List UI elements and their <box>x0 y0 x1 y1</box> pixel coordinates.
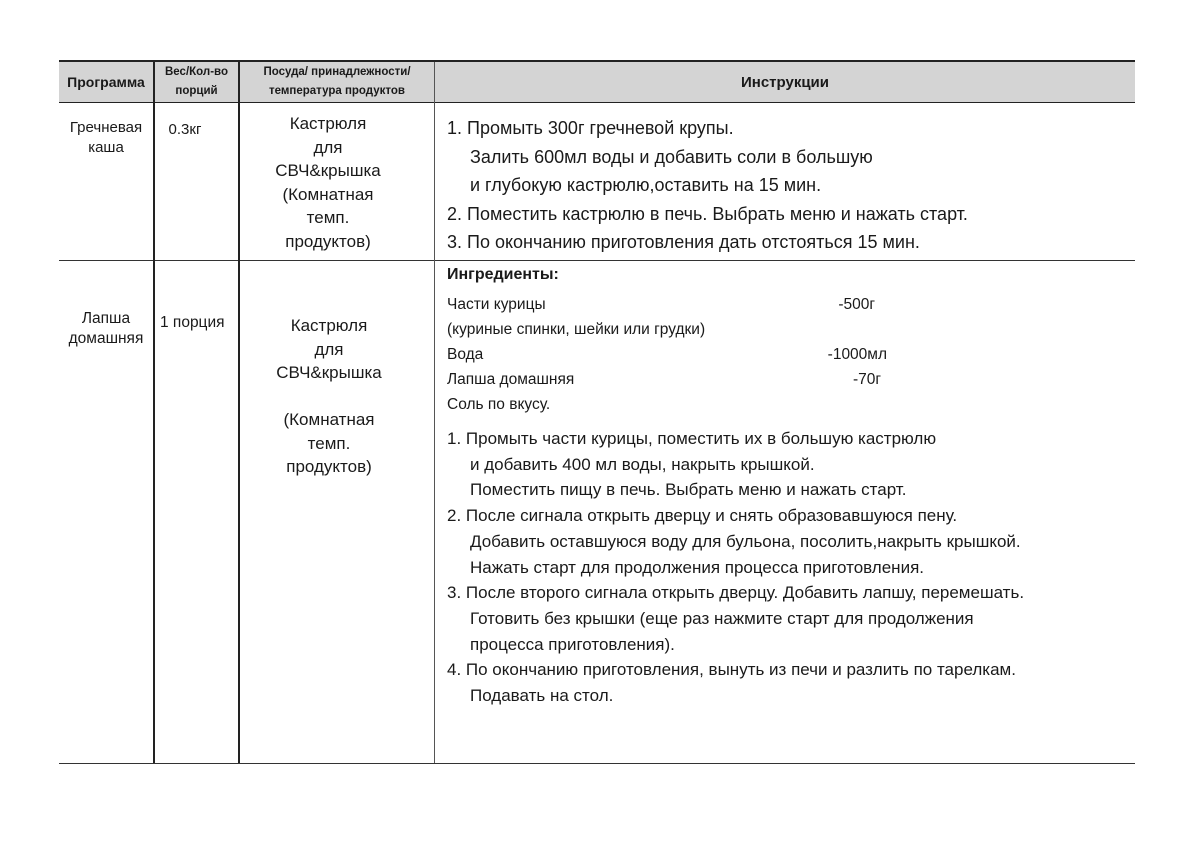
row1-dishware-line: продуктов) <box>285 231 371 251</box>
row2-program-line: домашняя <box>68 330 144 347</box>
ingredient-name: Вода <box>447 346 484 363</box>
header-program <box>59 62 153 102</box>
instruction-line: Нажать старт для продолжения процесса приготовления. <box>470 557 924 577</box>
header-dishware-line-2: температура продуктов <box>269 85 405 97</box>
row1-dishware-line: темп. <box>306 208 350 227</box>
row2-dishware-line: Кастрюля <box>290 316 368 335</box>
column-divider-3 <box>434 62 435 763</box>
instruction-line: 1. Промыть 300г гречневой крупы. <box>447 118 734 138</box>
ingredient-amount: -70г <box>852 371 881 388</box>
ingredient-amount: -1000мл <box>827 346 887 363</box>
header-dishware <box>240 62 434 102</box>
ingredient-row <box>447 292 887 317</box>
header-instructions <box>435 62 1135 102</box>
row2-dishware-line: темп. <box>307 433 351 453</box>
instruction-line: 3. После второго сигнала открыть дверцу. Добавить лапшу, перемешать. <box>447 583 1025 603</box>
row1-program-line: каша <box>88 139 124 156</box>
instruction-line: 2. После сигнала открыть дверцу и снять образовавшуюся пену. <box>447 506 958 526</box>
ingredient-row <box>447 367 887 392</box>
row1-dishware-line: для <box>313 137 343 157</box>
instruction-line: 2. Поместить кастрюлю в печь. Выбрать меню и нажать старт. <box>447 203 968 224</box>
ingredients-list <box>447 292 887 417</box>
row1-instructions <box>447 114 968 257</box>
row1-weight: 0.3кг <box>168 121 202 138</box>
row2-program-line: Лапша <box>81 310 131 327</box>
header-weight <box>155 62 238 102</box>
header-weight-line-1: Вес/Кол-во <box>165 66 228 78</box>
row2-program <box>54 309 158 349</box>
instruction-line: Подавать на стол. <box>470 686 614 706</box>
header-bottom-rule <box>59 102 1135 103</box>
row2-dishware-line: СВЧ&крышка <box>276 363 382 382</box>
row1-dishware-line: Кастрюля <box>289 114 367 133</box>
column-divider-1 <box>153 62 155 763</box>
instruction-line: и глубокую кастрюлю,оставить на 15 мин. <box>470 175 822 195</box>
ingredient-name: (куриные спинки, шейки или грудки) <box>447 321 706 338</box>
row2-dishware <box>240 314 418 479</box>
header-dishware-line-1: Посуда/ принадлежности/ <box>263 66 411 78</box>
instruction-line: 3. По окончанию приготовления дать отстояться 15 мин. <box>447 232 920 252</box>
ingredient-row <box>447 342 887 367</box>
instruction-line: процесса приготовления). <box>470 634 675 654</box>
row2-dishware-line: для <box>314 339 344 359</box>
row1-dishware-line: (Комнатная <box>282 184 374 204</box>
row2-instructions <box>447 426 1024 709</box>
row-separator <box>59 260 1135 261</box>
row1-dishware-line: СВЧ&крышка <box>275 161 381 180</box>
row1-program <box>54 118 158 158</box>
ingredient-row <box>447 392 887 417</box>
instruction-line: 4. По окончанию приготовления, вынуть из печи и разлить по тарелкам. <box>447 660 1016 680</box>
table-bottom-rule <box>59 763 1135 764</box>
instruction-line: 1. Промыть части курицы, поместить их в большую кастрюлю <box>447 429 937 448</box>
header-program-label: Программа <box>67 74 145 90</box>
ingredient-amount: -500г <box>838 296 875 313</box>
row1-program-line: Гречневая <box>69 119 143 136</box>
ingredient-name: Части курицы <box>447 296 546 313</box>
instruction-line: Поместить пищу в печь. Выбрать меню и нажать старт. <box>470 480 907 500</box>
dishware-spacer <box>240 385 418 409</box>
instruction-line: Залить 600мл воды и добавить соли в большую <box>470 146 873 167</box>
instruction-line: и добавить 400 мл воды, накрыть крышкой. <box>470 454 815 474</box>
ingredients-title: Ингредиенты: <box>447 266 559 283</box>
header-instructions-label: Инструкции <box>740 73 829 91</box>
row1-dishware <box>240 112 416 253</box>
header-weight-line-2: порций <box>175 85 218 97</box>
row2-dishware-line: продуктов) <box>286 457 372 476</box>
ingredient-name: Соль по вкусу. <box>447 396 551 413</box>
row2-weight: 1 порция <box>160 314 225 331</box>
ingredient-name: Лапша домашняя <box>447 371 575 388</box>
row2-dishware-line: (Комнатная <box>283 410 375 429</box>
instruction-line: Готовить без крышки (еще раз нажмите старт для продолжения <box>470 608 974 628</box>
ingredient-row <box>447 317 887 342</box>
instruction-line: Добавить оставшуюся воду для бульона, посолить,накрыть крышкой. <box>470 531 1021 551</box>
